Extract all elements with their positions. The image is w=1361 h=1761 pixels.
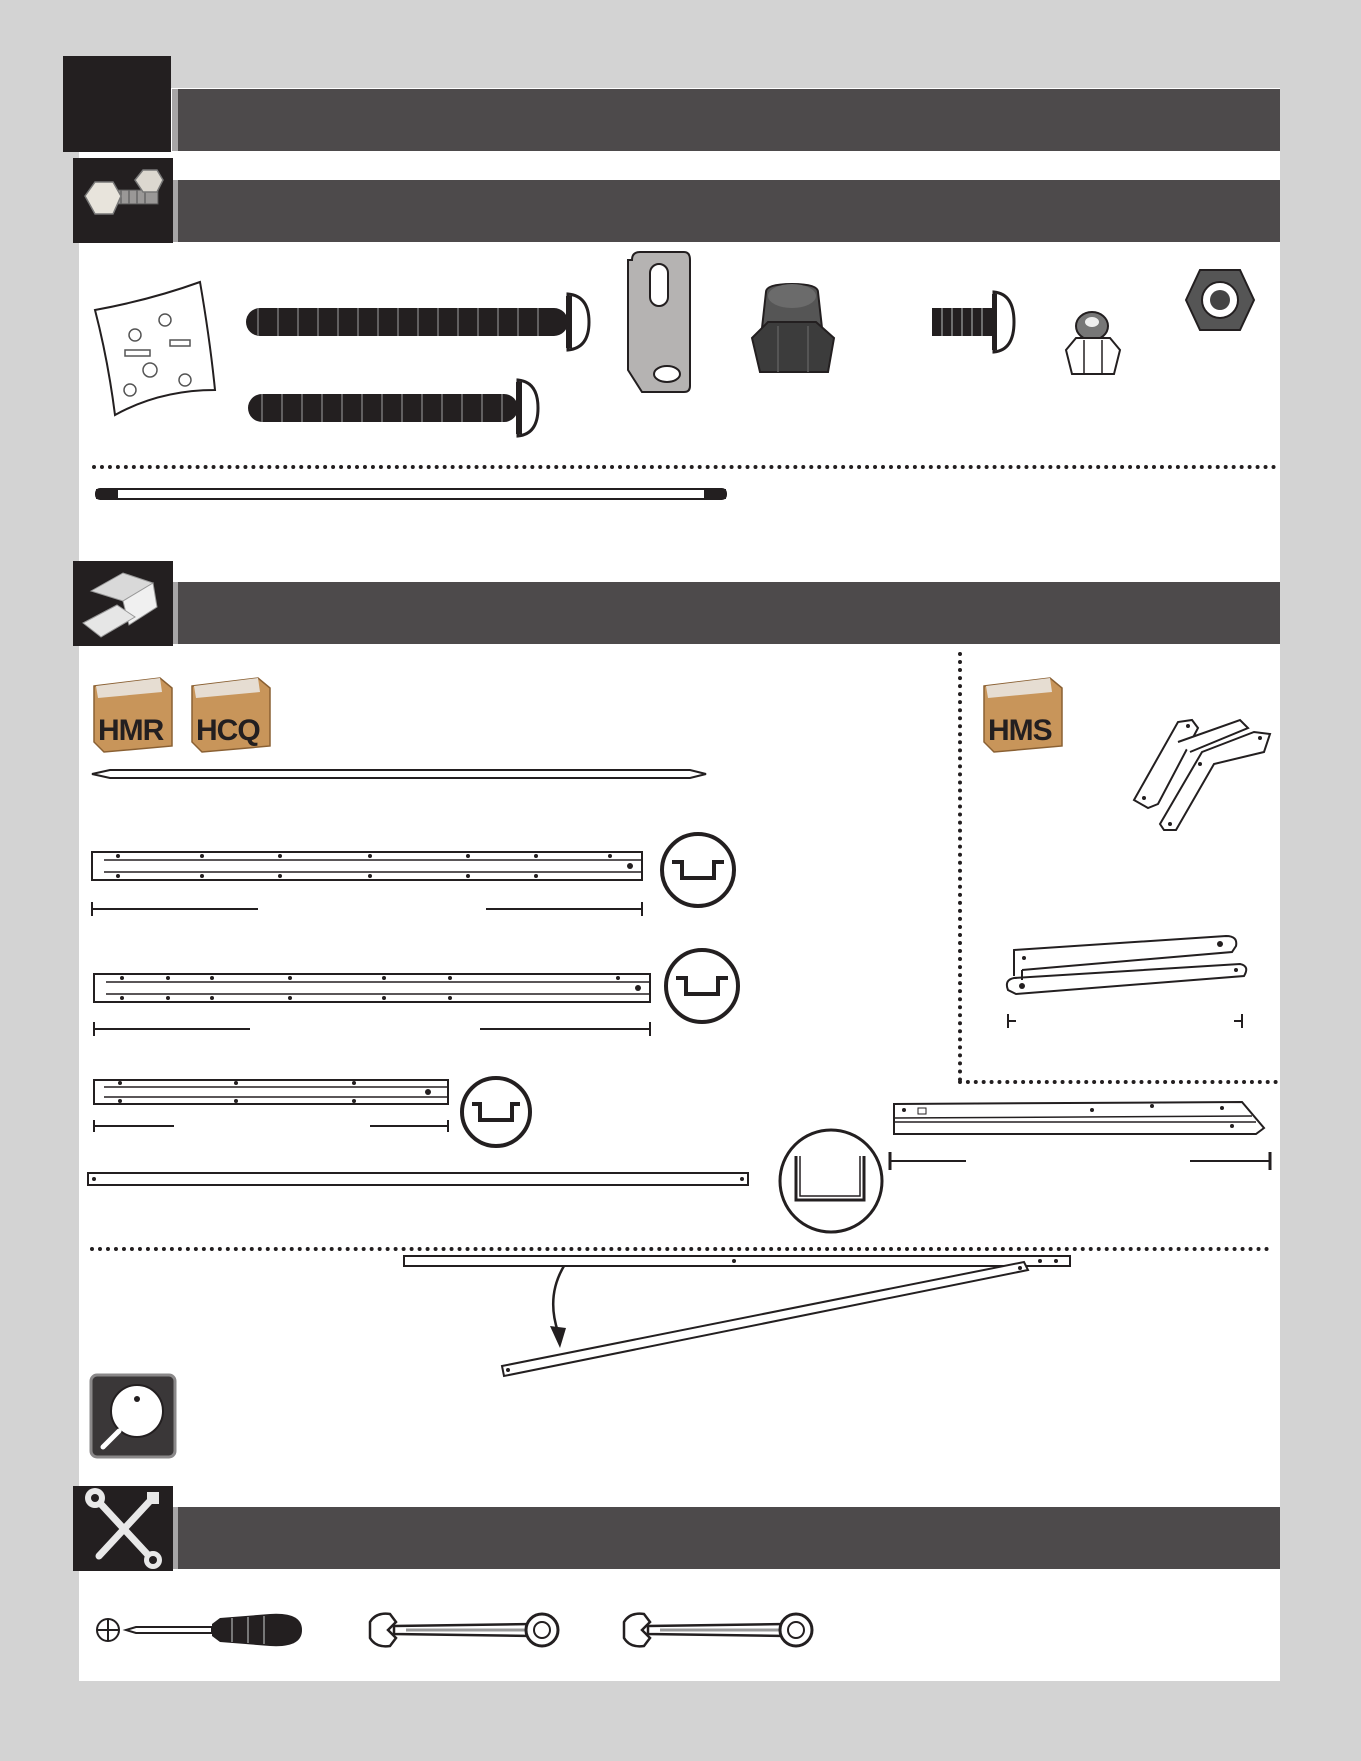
svg-text:HMS: HMS: [988, 714, 1052, 747]
channel-rail-3: [92, 1078, 452, 1108]
carton-hms: [980, 674, 1065, 754]
divider-dots: [92, 465, 1277, 469]
channel-profile-2: [662, 946, 742, 1026]
step-number-block: [63, 56, 171, 152]
dimension-line-4: [888, 1150, 1274, 1174]
tools-header-bar: [172, 1507, 1280, 1569]
parts-header-bar: [172, 582, 1280, 644]
channel-profile-3: [458, 1074, 534, 1150]
u-channel-profile: [776, 1126, 886, 1236]
phillips-screwdriver: [92, 1608, 306, 1652]
bent-bracket-pair: [1130, 712, 1275, 832]
short-screw: [930, 292, 1015, 354]
magnifier-icon: [89, 1373, 177, 1459]
medium-bolt: [246, 378, 536, 438]
threaded-rod: [94, 486, 730, 502]
thin-strap: [86, 1170, 752, 1188]
channel-rail-1: [90, 850, 646, 884]
dimension-line-5: [1006, 1012, 1246, 1032]
cap-nut: [748, 282, 838, 382]
combination-wrench-2: [620, 1610, 816, 1650]
channel-rail-2: [92, 972, 654, 1006]
carton-hmr: [90, 674, 175, 754]
double-strap: [1004, 930, 1254, 998]
svg-text:HCQ: HCQ: [196, 714, 260, 747]
divider-dots-vertical: [958, 652, 962, 1082]
divider-dots: [958, 1080, 1278, 1084]
long-bolt: [244, 292, 589, 352]
hardware-bag: [90, 280, 220, 420]
carton-hcq: [188, 674, 273, 754]
channel-profile-1: [658, 830, 738, 910]
hex-nut: [1182, 264, 1258, 336]
hardware-header-bar: [172, 180, 1280, 242]
bolt-nut-icon: [73, 158, 173, 243]
angle-rail: [892, 1100, 1272, 1136]
combination-wrench-1: [366, 1610, 562, 1650]
bracket-icon: [73, 561, 173, 646]
svg-text:HMR: HMR: [98, 714, 164, 747]
step-header-bar: [172, 89, 1280, 151]
divider-dots: [90, 1247, 1270, 1251]
wrench-screwdriver-icon: [73, 1486, 173, 1571]
dimension-line-2: [92, 1020, 654, 1040]
l-bracket: [622, 250, 694, 395]
dimension-line-3: [92, 1118, 452, 1136]
flat-bar: [90, 768, 710, 780]
folding-bar: [400, 1252, 1074, 1384]
small-cap-nut: [1062, 310, 1124, 380]
dimension-line-1: [90, 900, 646, 920]
